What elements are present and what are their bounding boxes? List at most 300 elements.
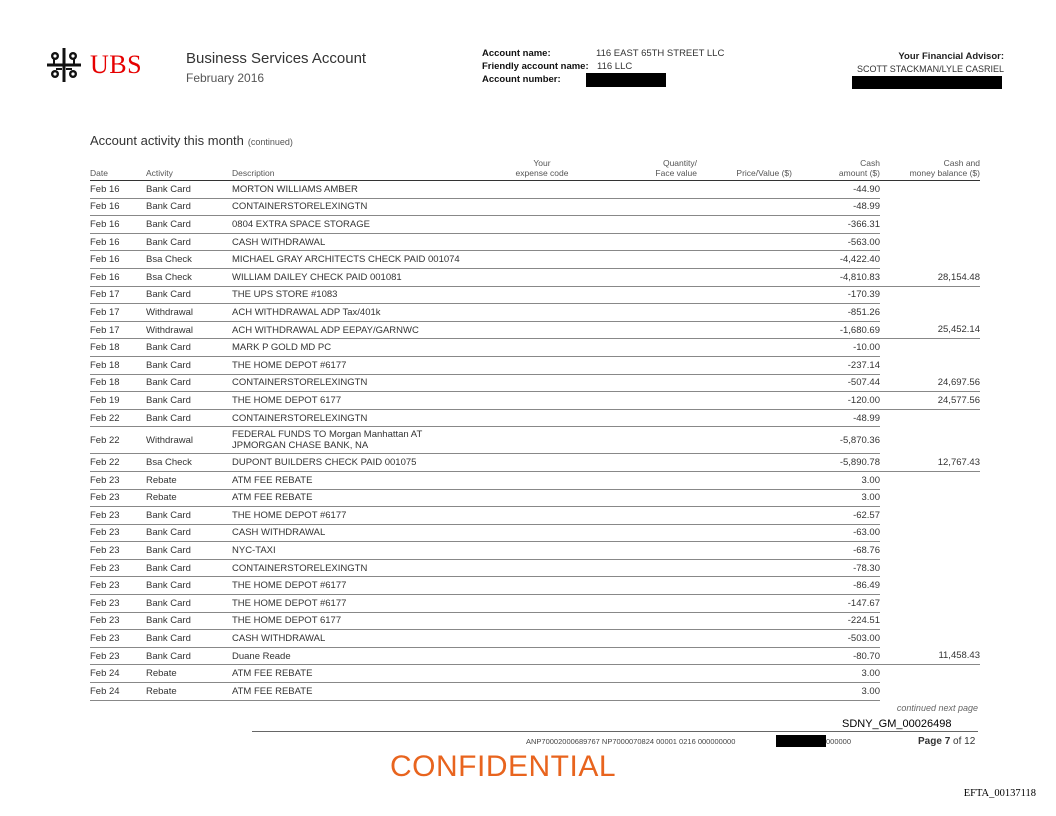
- table-row: [90, 216, 980, 234]
- expense-code-cell: [482, 683, 602, 701]
- description-cell: MICHAEL GRAY ARCHITECTS CHECK PAID 001074: [232, 251, 482, 269]
- description-cell: CONTAINERSTORELEXINGTN: [232, 198, 482, 216]
- description-cell: Duane Reade: [232, 647, 482, 665]
- quantity-cell: [602, 683, 697, 701]
- balance-cell: 25,452.14: [880, 321, 980, 339]
- date-cell: Feb 23: [90, 630, 146, 648]
- logo-wordmark: UBS: [90, 50, 143, 79]
- table-row: [90, 595, 980, 613]
- description-cell: DUPONT BUILDERS CHECK PAID 001075: [232, 454, 482, 472]
- activity-cell: Rebate: [146, 471, 232, 489]
- expense-code-cell: [482, 647, 602, 665]
- friendly-name-label: Friendly account name:: [482, 61, 589, 72]
- table-row: [90, 524, 980, 542]
- balance-cell: 24,577.56: [880, 392, 980, 410]
- expense-code-cell: [482, 427, 602, 454]
- activity-cell: Bank Card: [146, 577, 232, 595]
- activity-cell: Bank Card: [146, 647, 232, 665]
- balance-cell: [880, 304, 980, 322]
- balance-cell: [880, 409, 980, 427]
- activity-cell: Bsa Check: [146, 251, 232, 269]
- quantity-cell: [602, 339, 697, 357]
- activity-cell: Bank Card: [146, 409, 232, 427]
- cash-amount-cell: -563.00: [792, 233, 880, 251]
- cash-amount-cell: -5,890.78: [792, 454, 880, 472]
- cash-amount-cell: -86.49: [792, 577, 880, 595]
- quantity-cell: [602, 304, 697, 322]
- price-cell: [697, 427, 792, 454]
- balance-cell: 24,697.56: [880, 374, 980, 392]
- col-balance: Cash and money balance ($): [880, 158, 980, 181]
- table-row: [90, 647, 980, 665]
- quantity-cell: [602, 427, 697, 454]
- expense-code-cell: [482, 181, 602, 199]
- balance-cell: 11,458.43: [880, 647, 980, 665]
- quantity-cell: [602, 489, 697, 507]
- table-row: [90, 454, 980, 472]
- activity-table: [90, 158, 980, 701]
- expense-code-cell: [482, 268, 602, 286]
- expense-code-cell: [482, 595, 602, 613]
- price-cell: [697, 251, 792, 269]
- quantity-cell: [602, 198, 697, 216]
- col-date: Date: [90, 158, 146, 181]
- quantity-cell: [602, 647, 697, 665]
- col-activity: Activity: [146, 158, 232, 181]
- table-row: [90, 268, 980, 286]
- date-cell: Feb 23: [90, 559, 146, 577]
- ubs-logo: [42, 44, 172, 88]
- friendly-name-value: 116 LLC: [597, 61, 633, 72]
- bates-number: SDNY_GM_00026498: [842, 718, 952, 730]
- balance-cell: [880, 198, 980, 216]
- activity-cell: Bank Card: [146, 356, 232, 374]
- price-cell: [697, 471, 792, 489]
- description-cell: NYC-TAXI: [232, 542, 482, 560]
- date-cell: Feb 18: [90, 339, 146, 357]
- description-cell: ATM FEE REBATE: [232, 489, 482, 507]
- expense-code-cell: [482, 392, 602, 410]
- expense-code-cell: [482, 321, 602, 339]
- col-price: Price/Value ($): [697, 158, 792, 181]
- balance-cell: [880, 595, 980, 613]
- price-cell: [697, 647, 792, 665]
- account-type-title: Business Services Account: [186, 50, 367, 67]
- balance-cell: [880, 577, 980, 595]
- activity-cell: Bank Card: [146, 181, 232, 199]
- section-subtitle: (continued): [247, 137, 293, 147]
- table-row: [90, 374, 980, 392]
- activity-cell: Bank Card: [146, 507, 232, 525]
- quantity-cell: [602, 251, 697, 269]
- date-cell: Feb 23: [90, 542, 146, 560]
- date-cell: Feb 18: [90, 356, 146, 374]
- price-cell: [697, 392, 792, 410]
- date-cell: Feb 23: [90, 524, 146, 542]
- balance-cell: [880, 339, 980, 357]
- expense-code-cell: [482, 542, 602, 560]
- price-cell: [697, 683, 792, 701]
- activity-cell: Bank Card: [146, 233, 232, 251]
- activity-cell: Bank Card: [146, 612, 232, 630]
- expense-code-cell: [482, 356, 602, 374]
- table-row: [90, 683, 980, 701]
- page-current: 7: [944, 736, 951, 747]
- date-cell: Feb 17: [90, 304, 146, 322]
- price-cell: [697, 612, 792, 630]
- activity-cell: Bsa Check: [146, 268, 232, 286]
- activity-cell: Bank Card: [146, 216, 232, 234]
- cash-amount-cell: -507.44: [792, 374, 880, 392]
- account-number-label: Account number:: [482, 74, 561, 85]
- activity-cell: Bsa Check: [146, 454, 232, 472]
- description-cell: ATM FEE REBATE: [232, 683, 482, 701]
- description-cell: CONTAINERSTORELEXINGTN: [232, 374, 482, 392]
- table-row: [90, 286, 980, 304]
- quantity-cell: [602, 665, 697, 683]
- description-cell: FEDERAL FUNDS TO Morgan Manhattan AT JPMORGAN CHASE BANK, NA: [232, 427, 482, 454]
- price-cell: [697, 507, 792, 525]
- expense-code-cell: [482, 471, 602, 489]
- balance-cell: [880, 216, 980, 234]
- description-cell: THE HOME DEPOT #6177: [232, 507, 482, 525]
- balance-cell: [880, 683, 980, 701]
- price-cell: [697, 524, 792, 542]
- cash-amount-cell: 3.00: [792, 471, 880, 489]
- confidential-stamp: CONFIDENTIAL: [390, 750, 617, 783]
- balance-cell: [880, 507, 980, 525]
- description-cell: THE HOME DEPOT #6177: [232, 356, 482, 374]
- table-row: [90, 321, 980, 339]
- price-cell: [697, 321, 792, 339]
- table-header-row: [90, 158, 980, 181]
- quantity-cell: [602, 454, 697, 472]
- quantity-cell: [602, 286, 697, 304]
- price-cell: [697, 339, 792, 357]
- balance-cell: 12,767.43: [880, 454, 980, 472]
- date-cell: Feb 16: [90, 268, 146, 286]
- cash-amount-cell: -78.30: [792, 559, 880, 577]
- table-row: [90, 392, 980, 410]
- description-cell: ACH WITHDRAWAL ADP Tax/401k: [232, 304, 482, 322]
- footer-code-redaction: [776, 735, 826, 747]
- quantity-cell: [602, 356, 697, 374]
- balance-cell: 28,154.48: [880, 268, 980, 286]
- quantity-cell: [602, 409, 697, 427]
- description-cell: CASH WITHDRAWAL: [232, 524, 482, 542]
- balance-cell: [880, 427, 980, 454]
- price-cell: [697, 356, 792, 374]
- cash-amount-cell: -5,870.36: [792, 427, 880, 454]
- date-cell: Feb 18: [90, 374, 146, 392]
- price-cell: [697, 489, 792, 507]
- date-cell: Feb 16: [90, 233, 146, 251]
- activity-cell: Bank Card: [146, 392, 232, 410]
- account-name-value: 116 EAST 65TH STREET LLC: [596, 48, 725, 59]
- activity-cell: Bank Card: [146, 595, 232, 613]
- description-cell: CASH WITHDRAWAL: [232, 233, 482, 251]
- table-row: [90, 507, 980, 525]
- price-cell: [697, 216, 792, 234]
- balance-cell: [880, 559, 980, 577]
- balance-cell: [880, 251, 980, 269]
- price-cell: [697, 268, 792, 286]
- date-cell: Feb 23: [90, 595, 146, 613]
- efta-number: EFTA_00137118: [963, 788, 1036, 799]
- activity-cell: Bank Card: [146, 542, 232, 560]
- date-cell: Feb 16: [90, 181, 146, 199]
- expense-code-cell: [482, 286, 602, 304]
- activity-cell: Rebate: [146, 665, 232, 683]
- quantity-cell: [602, 630, 697, 648]
- cash-amount-cell: -68.76: [792, 542, 880, 560]
- date-cell: Feb 22: [90, 409, 146, 427]
- expense-code-cell: [482, 577, 602, 595]
- cash-amount-cell: -63.00: [792, 524, 880, 542]
- date-cell: Feb 23: [90, 577, 146, 595]
- quantity-cell: [602, 471, 697, 489]
- cash-amount-cell: -4,422.40: [792, 251, 880, 269]
- cash-amount-cell: -10.00: [792, 339, 880, 357]
- description-cell: WILLIAM DAILEY CHECK PAID 001081: [232, 268, 482, 286]
- account-number-redaction: [586, 73, 666, 87]
- expense-code-cell: [482, 524, 602, 542]
- date-cell: Feb 23: [90, 507, 146, 525]
- table-row: [90, 409, 980, 427]
- section-title-text: Account activity this month: [90, 133, 244, 148]
- price-cell: [697, 454, 792, 472]
- balance-cell: [880, 286, 980, 304]
- footer-code: ANP70002000689767 NP7000070824 00001 0216 000000000: [526, 737, 736, 746]
- table-row: [90, 630, 980, 648]
- expense-code-cell: [482, 454, 602, 472]
- cash-amount-cell: -80.70: [792, 647, 880, 665]
- price-cell: [697, 577, 792, 595]
- expense-code-cell: [482, 339, 602, 357]
- table-row: [90, 489, 980, 507]
- date-cell: Feb 22: [90, 454, 146, 472]
- expense-code-cell: [482, 374, 602, 392]
- quantity-cell: [602, 612, 697, 630]
- section-title: [90, 133, 293, 148]
- date-cell: Feb 16: [90, 198, 146, 216]
- quantity-cell: [602, 392, 697, 410]
- price-cell: [697, 304, 792, 322]
- description-cell: ATM FEE REBATE: [232, 471, 482, 489]
- date-cell: Feb 17: [90, 321, 146, 339]
- expense-code-cell: [482, 251, 602, 269]
- expense-code-cell: [482, 304, 602, 322]
- cash-amount-cell: -224.51: [792, 612, 880, 630]
- expense-code-cell: [482, 489, 602, 507]
- price-cell: [697, 559, 792, 577]
- cash-amount-cell: -4,810.83: [792, 268, 880, 286]
- table-row: [90, 542, 980, 560]
- table-row: [90, 471, 980, 489]
- cash-amount-cell: -48.99: [792, 409, 880, 427]
- price-cell: [697, 595, 792, 613]
- activity-cell: Bank Card: [146, 339, 232, 357]
- balance-cell: [880, 630, 980, 648]
- table-row: [90, 339, 980, 357]
- cash-amount-cell: -1,680.69: [792, 321, 880, 339]
- cash-amount-cell: 3.00: [792, 489, 880, 507]
- footer-code-tail: 000000: [826, 737, 852, 746]
- cash-amount-cell: 3.00: [792, 665, 880, 683]
- quantity-cell: [602, 216, 697, 234]
- table-row: [90, 577, 980, 595]
- description-cell: THE HOME DEPOT #6177: [232, 595, 482, 613]
- quantity-cell: [602, 233, 697, 251]
- account-name-label: Account name:: [482, 48, 551, 59]
- advisor-label: Your Financial Advisor:: [898, 51, 1004, 62]
- date-cell: Feb 24: [90, 665, 146, 683]
- description-cell: THE HOME DEPOT 6177: [232, 392, 482, 410]
- balance-cell: [880, 612, 980, 630]
- col-cash-amount: Cash amount ($): [792, 158, 880, 181]
- table-body: [90, 181, 980, 701]
- quantity-cell: [602, 577, 697, 595]
- balance-cell: [880, 489, 980, 507]
- cash-amount-cell: 3.00: [792, 683, 880, 701]
- col-quantity: Quantity/ Face value: [602, 158, 697, 181]
- quantity-cell: [602, 542, 697, 560]
- description-cell: THE UPS STORE #1083: [232, 286, 482, 304]
- date-cell: Feb 23: [90, 612, 146, 630]
- description-cell: MORTON WILLIAMS AMBER: [232, 181, 482, 199]
- cash-amount-cell: -851.26: [792, 304, 880, 322]
- price-cell: [697, 630, 792, 648]
- activity-cell: Withdrawal: [146, 321, 232, 339]
- description-cell: THE HOME DEPOT #6177: [232, 577, 482, 595]
- date-cell: Feb 17: [90, 286, 146, 304]
- balance-cell: [880, 233, 980, 251]
- activity-cell: Bank Card: [146, 198, 232, 216]
- page-total: of 12: [953, 736, 976, 747]
- expense-code-cell: [482, 665, 602, 683]
- advisor-redaction: [852, 76, 1002, 89]
- activity-cell: Withdrawal: [146, 427, 232, 454]
- table-row: [90, 251, 980, 269]
- table-row: [90, 304, 980, 322]
- activity-cell: Withdrawal: [146, 304, 232, 322]
- date-cell: Feb 23: [90, 489, 146, 507]
- expense-code-cell: [482, 612, 602, 630]
- balance-cell: [880, 542, 980, 560]
- price-cell: [697, 409, 792, 427]
- description-cell: CONTAINERSTORELEXINGTN: [232, 409, 482, 427]
- cash-amount-cell: -48.99: [792, 198, 880, 216]
- cash-amount-cell: -120.00: [792, 392, 880, 410]
- page-number: [918, 736, 975, 747]
- expense-code-cell: [482, 216, 602, 234]
- cash-amount-cell: -366.31: [792, 216, 880, 234]
- date-cell: Feb 16: [90, 216, 146, 234]
- balance-cell: [880, 181, 980, 199]
- statement-period: February 2016: [186, 71, 265, 85]
- description-cell: MARK P GOLD MD PC: [232, 339, 482, 357]
- balance-cell: [880, 471, 980, 489]
- date-cell: Feb 23: [90, 647, 146, 665]
- price-cell: [697, 181, 792, 199]
- quantity-cell: [602, 268, 697, 286]
- expense-code-cell: [482, 559, 602, 577]
- activity-cell: Rebate: [146, 683, 232, 701]
- table-row: [90, 559, 980, 577]
- cash-amount-cell: -62.57: [792, 507, 880, 525]
- cash-amount-cell: -237.14: [792, 356, 880, 374]
- quantity-cell: [602, 507, 697, 525]
- cash-amount-cell: -503.00: [792, 630, 880, 648]
- price-cell: [697, 542, 792, 560]
- col-expense-code: Your expense code: [482, 158, 602, 181]
- expense-code-cell: [482, 409, 602, 427]
- price-cell: [697, 233, 792, 251]
- expense-code-cell: [482, 630, 602, 648]
- date-cell: Feb 24: [90, 683, 146, 701]
- expense-code-cell: [482, 507, 602, 525]
- quantity-cell: [602, 595, 697, 613]
- price-cell: [697, 665, 792, 683]
- date-cell: Feb 19: [90, 392, 146, 410]
- price-cell: [697, 286, 792, 304]
- description-cell: CASH WITHDRAWAL: [232, 630, 482, 648]
- activity-cell: Rebate: [146, 489, 232, 507]
- activity-cell: Bank Card: [146, 524, 232, 542]
- balance-cell: [880, 665, 980, 683]
- continued-note: continued next page: [896, 703, 978, 713]
- description-cell: THE HOME DEPOT 6177: [232, 612, 482, 630]
- footer-divider: [252, 731, 978, 732]
- description-cell: CONTAINERSTORELEXINGTN: [232, 559, 482, 577]
- quantity-cell: [602, 524, 697, 542]
- price-cell: [697, 198, 792, 216]
- price-cell: [697, 374, 792, 392]
- quantity-cell: [602, 374, 697, 392]
- table-row: [90, 181, 980, 199]
- col-description: Description: [232, 158, 482, 181]
- activity-cell: Bank Card: [146, 374, 232, 392]
- activity-cell: Bank Card: [146, 286, 232, 304]
- activity-cell: Bank Card: [146, 559, 232, 577]
- cash-amount-cell: -147.67: [792, 595, 880, 613]
- quantity-cell: [602, 559, 697, 577]
- expense-code-cell: [482, 233, 602, 251]
- date-cell: Feb 22: [90, 427, 146, 454]
- table-row: [90, 665, 980, 683]
- date-cell: Feb 23: [90, 471, 146, 489]
- table-row: [90, 612, 980, 630]
- table-row: [90, 198, 980, 216]
- date-cell: Feb 16: [90, 251, 146, 269]
- quantity-cell: [602, 321, 697, 339]
- balance-cell: [880, 356, 980, 374]
- description-cell: ACH WITHDRAWAL ADP EEPAY/GARNWC: [232, 321, 482, 339]
- cash-amount-cell: -44.90: [792, 181, 880, 199]
- description-cell: 0804 EXTRA SPACE STORAGE: [232, 216, 482, 234]
- page-label: Page: [918, 736, 942, 747]
- cash-amount-cell: -170.39: [792, 286, 880, 304]
- table-row: [90, 356, 980, 374]
- ubs-keys-icon: [42, 44, 86, 88]
- activity-cell: Bank Card: [146, 630, 232, 648]
- table-row: [90, 233, 980, 251]
- quantity-cell: [602, 181, 697, 199]
- advisor-value: SCOTT STACKMAN/LYLE CASRIEL: [856, 64, 1004, 74]
- expense-code-cell: [482, 198, 602, 216]
- balance-cell: [880, 524, 980, 542]
- description-cell: ATM FEE REBATE: [232, 665, 482, 683]
